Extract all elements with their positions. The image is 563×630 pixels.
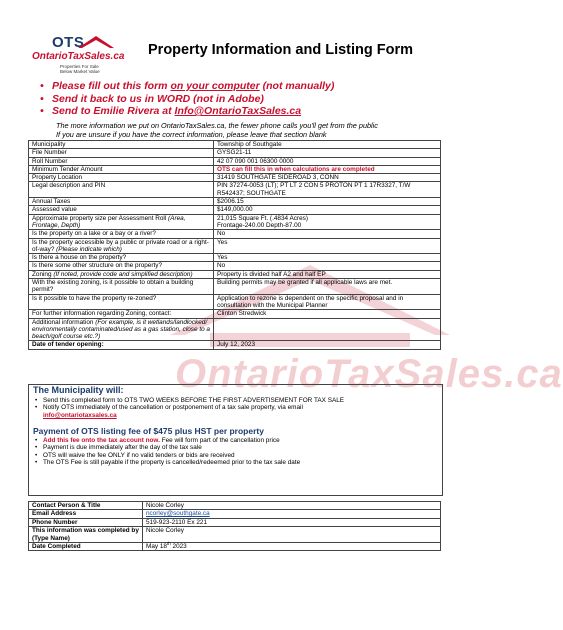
property-info-table	[28, 140, 441, 350]
info-email-link[interactable]: Info@OntarioTaxSales.ca	[174, 105, 302, 117]
table-row	[29, 318, 441, 341]
field-value[interactable]: July 12, 2023	[214, 341, 441, 349]
field-value[interactable]: Yes	[214, 254, 441, 262]
table-row	[29, 174, 441, 182]
contact-value[interactable]: 519-923-2110 Ex 221	[143, 518, 441, 526]
table-row	[29, 182, 441, 198]
field-label: Zoning (If noted, provide code and simplified description)	[29, 270, 214, 278]
table-row	[29, 254, 441, 262]
table-row	[29, 510, 441, 518]
field-label: Municipality	[29, 141, 214, 149]
municipality-section	[28, 384, 443, 496]
table-row	[29, 165, 441, 173]
municipality-list	[43, 397, 344, 419]
field-value[interactable]: PIN 37274-0053 (LT); PT LT 2 CON 5 PROTON PT 1 17R3327, T/W R542437; SOUTHGATE	[214, 182, 441, 198]
table-row	[29, 149, 441, 157]
table-row	[29, 341, 441, 349]
field-value[interactable]: No	[214, 262, 441, 270]
instruction-item: • Send it back to us in WORD (not in Adobe)	[40, 92, 264, 105]
field-value[interactable]: Property is divided half A2 and half EP	[214, 270, 441, 278]
contact-label: Contact Person & Title	[29, 502, 143, 510]
field-value[interactable]: Clinton Stredwick	[214, 310, 441, 318]
instruction-item: • Send to Emilie Rivera at Info@OntarioTaxSales.ca	[40, 105, 302, 117]
table-row	[29, 141, 441, 149]
field-value[interactable]: GYSG21-11	[214, 149, 441, 157]
table-row	[29, 502, 441, 510]
field-label: Is the property accessible by a public or private road or a right-of-way? (Please indicate which)	[29, 238, 214, 254]
field-value[interactable]: No	[214, 230, 441, 238]
table-row	[29, 518, 441, 526]
field-label: Assessed value	[29, 206, 214, 214]
table-row	[29, 157, 441, 165]
field-value[interactable]: Township of Southgate	[214, 141, 441, 149]
intro-line: The more information we put on OntarioTaxSales.ca, the fewer phone calls you'll get from the public	[56, 121, 378, 130]
logo-tagline-line: Below Market Value	[60, 69, 100, 74]
intro-text	[56, 122, 378, 139]
watermark-text: OntarioTaxSales.ca	[175, 352, 563, 396]
field-label: Date of tender opening:	[29, 341, 214, 349]
field-label: Legal description and PIN	[29, 182, 214, 198]
table-row	[29, 527, 441, 543]
table-row	[29, 543, 441, 551]
field-label: Is it possible to have the property re-zoned?	[29, 294, 214, 310]
table-row	[29, 198, 441, 206]
table-row	[29, 294, 441, 310]
contact-label: Email Address	[29, 510, 143, 518]
field-value[interactable]: OTS can fill this in when calculations are completed	[214, 165, 441, 173]
ots-logo	[32, 34, 125, 76]
logo-tagline	[60, 64, 100, 74]
payment-list	[43, 437, 300, 467]
field-value[interactable]: Building permits may be granted if all applicable laws are met.	[214, 279, 441, 295]
municipality-email-link[interactable]: info@ontariotaxsales.ca	[43, 411, 117, 419]
contact-email-link[interactable]: ncorley@southgate.ca	[146, 510, 210, 518]
field-value[interactable]: $149,000.00	[214, 206, 441, 214]
field-value[interactable]	[214, 318, 441, 341]
field-label: Is the property on a lake or a bay or a river?	[29, 230, 214, 238]
field-value[interactable]: 31419 SOUTHGATE SIDEROAD 3, CONN	[214, 174, 441, 182]
table-row	[29, 310, 441, 318]
contact-value[interactable]: May 18th 2023	[143, 543, 441, 551]
contact-value[interactable]: Nicole Corley	[143, 527, 441, 543]
list-item: • Add this fee onto the tax account now. Fee will form part of the cancellation price	[43, 437, 300, 444]
table-row	[29, 279, 441, 295]
field-label: With the existing zoning, is it possible to obtain a building permit?	[29, 279, 214, 295]
logo-tagline-line: Properties For Sale	[60, 64, 99, 69]
list-item: • Send this completed form to OTS TWO WEEKS BEFORE THE FIRST ADVERTISEMENT FOR TAX SALE	[43, 397, 344, 404]
field-label: Property Location	[29, 174, 214, 182]
contact-value[interactable]	[143, 510, 441, 518]
instruction-item: • Please fill out this form on your computer (not manually)	[40, 80, 335, 92]
field-label: Annual Taxes	[29, 198, 214, 206]
list-item: • Notify OTS immediately of the cancellation or postponement of a tax sale property, via email info@ontariotaxsales.ca	[43, 404, 344, 419]
list-item: • OTS will waive the fee ONLY if no valid tenders or bids are received	[43, 452, 300, 459]
field-value[interactable]: $2006.15	[214, 198, 441, 206]
table-row	[29, 230, 441, 238]
instruction-list	[40, 80, 334, 118]
table-row	[29, 238, 441, 254]
municipality-heading: The Municipality will:	[33, 385, 124, 395]
field-label: Is there a house on the property?	[29, 254, 214, 262]
table-row	[29, 206, 441, 214]
field-value[interactable]: 42 07 090 001 06300 0000	[214, 157, 441, 165]
field-label: Additional information (For example, is it wetlands/landlocked/ environmentally contaminated/used as a gas station, close to a beach/golf course etc.?)	[29, 318, 214, 341]
field-label: For further information regarding Zoning, contact:	[29, 310, 214, 318]
contact-table	[28, 501, 441, 551]
contact-label: Phone Number	[29, 518, 143, 526]
field-label: Approximate property size per Assessment Roll (Area, Frontage, Depth)	[29, 214, 214, 230]
table-row	[29, 262, 441, 270]
instruction-emphasis: on your computer	[170, 80, 260, 92]
table-row	[29, 270, 441, 278]
logo-ots-text: OTS	[52, 34, 85, 51]
contact-label: This information was completed by (Type Name)	[29, 527, 143, 543]
house-roof-icon	[76, 34, 116, 52]
intro-line: If you are unsure if you have the correct information, please leave that section blank	[56, 129, 327, 139]
field-value[interactable]: Yes	[214, 238, 441, 254]
field-label: Is there some other structure on the property?	[29, 262, 214, 270]
page-title: Property Information and Listing Form	[148, 42, 414, 58]
field-label: File Number	[29, 149, 214, 157]
logo-site-text: OntarioTaxSales.ca	[32, 51, 125, 62]
list-item: • Payment is due immediately after the day of the tax sale	[43, 444, 300, 451]
table-row	[29, 214, 441, 230]
contact-label: Date Completed	[29, 543, 143, 551]
field-value[interactable]: 21,015 Square Ft. (.4834 Acres) Frontage-240.00 Depth-87.00	[214, 214, 441, 230]
payment-heading: Payment of OTS listing fee of $475 plus HST per property	[33, 426, 264, 436]
field-label: Roll Number	[29, 157, 214, 165]
list-item: • The OTS Fee is still payable if the property is cancelled/redeemed prior to the tax sale date	[43, 459, 300, 466]
contact-value[interactable]: Nicole Corley	[143, 502, 441, 510]
field-value[interactable]: Application to rezone is dependent on the specific proposal and in consultation with the Municipal Planner	[214, 294, 441, 310]
field-label: Minimum Tender Amount	[29, 165, 214, 173]
